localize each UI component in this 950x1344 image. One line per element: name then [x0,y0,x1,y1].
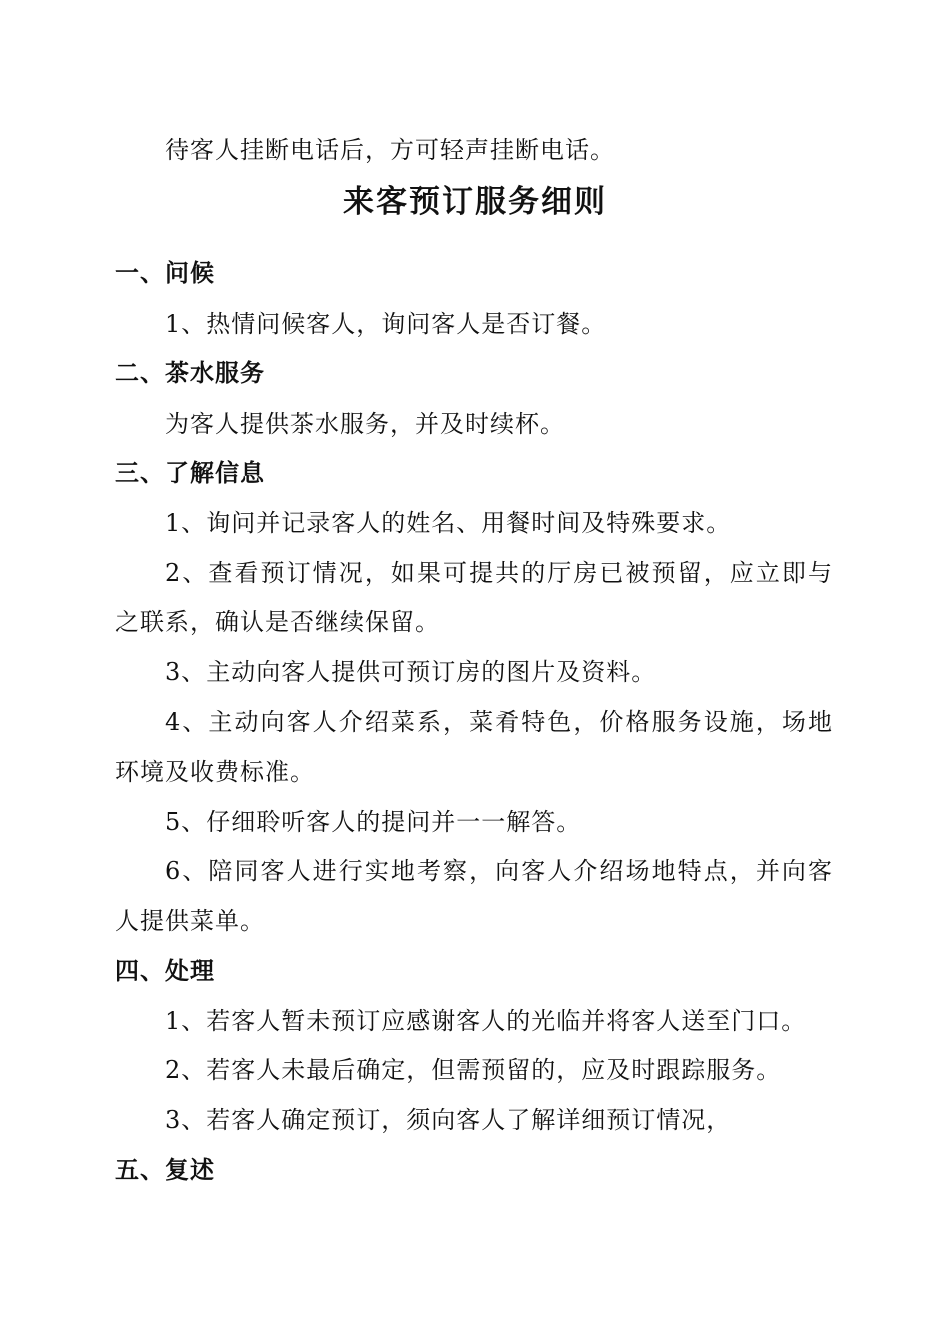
information-item-2: 2、查看预订情况，如果可提共的厅房已被预留，应立即与 [165,559,833,587]
section-heading-tea-service: 二、茶水服务 [115,359,265,387]
handling-item-2: 2、若客人未最后确定，但需预留的，应及时跟踪服务。 [165,1056,782,1084]
information-item-4: 4、主动向客人介绍菜系，菜肴特色，价格服务设施，场地 [165,708,833,736]
section-heading-information: 三、了解信息 [115,459,265,487]
handling-item-1: 1、若客人暂未预订应感谢客人的光临并将客人送至门口。 [165,1007,807,1035]
information-item-2-cont: 之联系，确认是否继续保留。 [115,608,440,636]
information-item-3: 3、主动向客人提供可预订房的图片及资料。 [165,658,657,686]
intro-line: 待客人挂断电话后，方可轻声挂断电话。 [165,136,615,164]
information-item-4-cont: 环境及收费标准。 [115,758,315,786]
tea-service-text: 为客人提供茶水服务，并及时续杯。 [165,410,565,438]
information-item-6-cont: 人提供菜单。 [115,907,265,935]
section-heading-restate: 五、复述 [115,1156,215,1184]
information-item-6: 6、陪同客人进行实地考察，向客人介绍场地特点，并向客 [165,857,833,885]
section-heading-handling: 四、处理 [115,957,215,985]
section-heading-greeting: 一、问候 [115,259,215,287]
page-title: 来客预订服务细则 [343,184,607,220]
information-item-1: 1、询问并记录客人的姓名、用餐时间及特殊要求。 [165,509,732,537]
greeting-item-1: 1、热情问候客人，询问客人是否订餐。 [165,310,607,338]
information-item-5: 5、仔细聆听客人的提问并一一解答。 [165,808,582,836]
handling-item-3: 3、若客人确定预订，须向客人了解详细预订情况， [165,1106,732,1134]
